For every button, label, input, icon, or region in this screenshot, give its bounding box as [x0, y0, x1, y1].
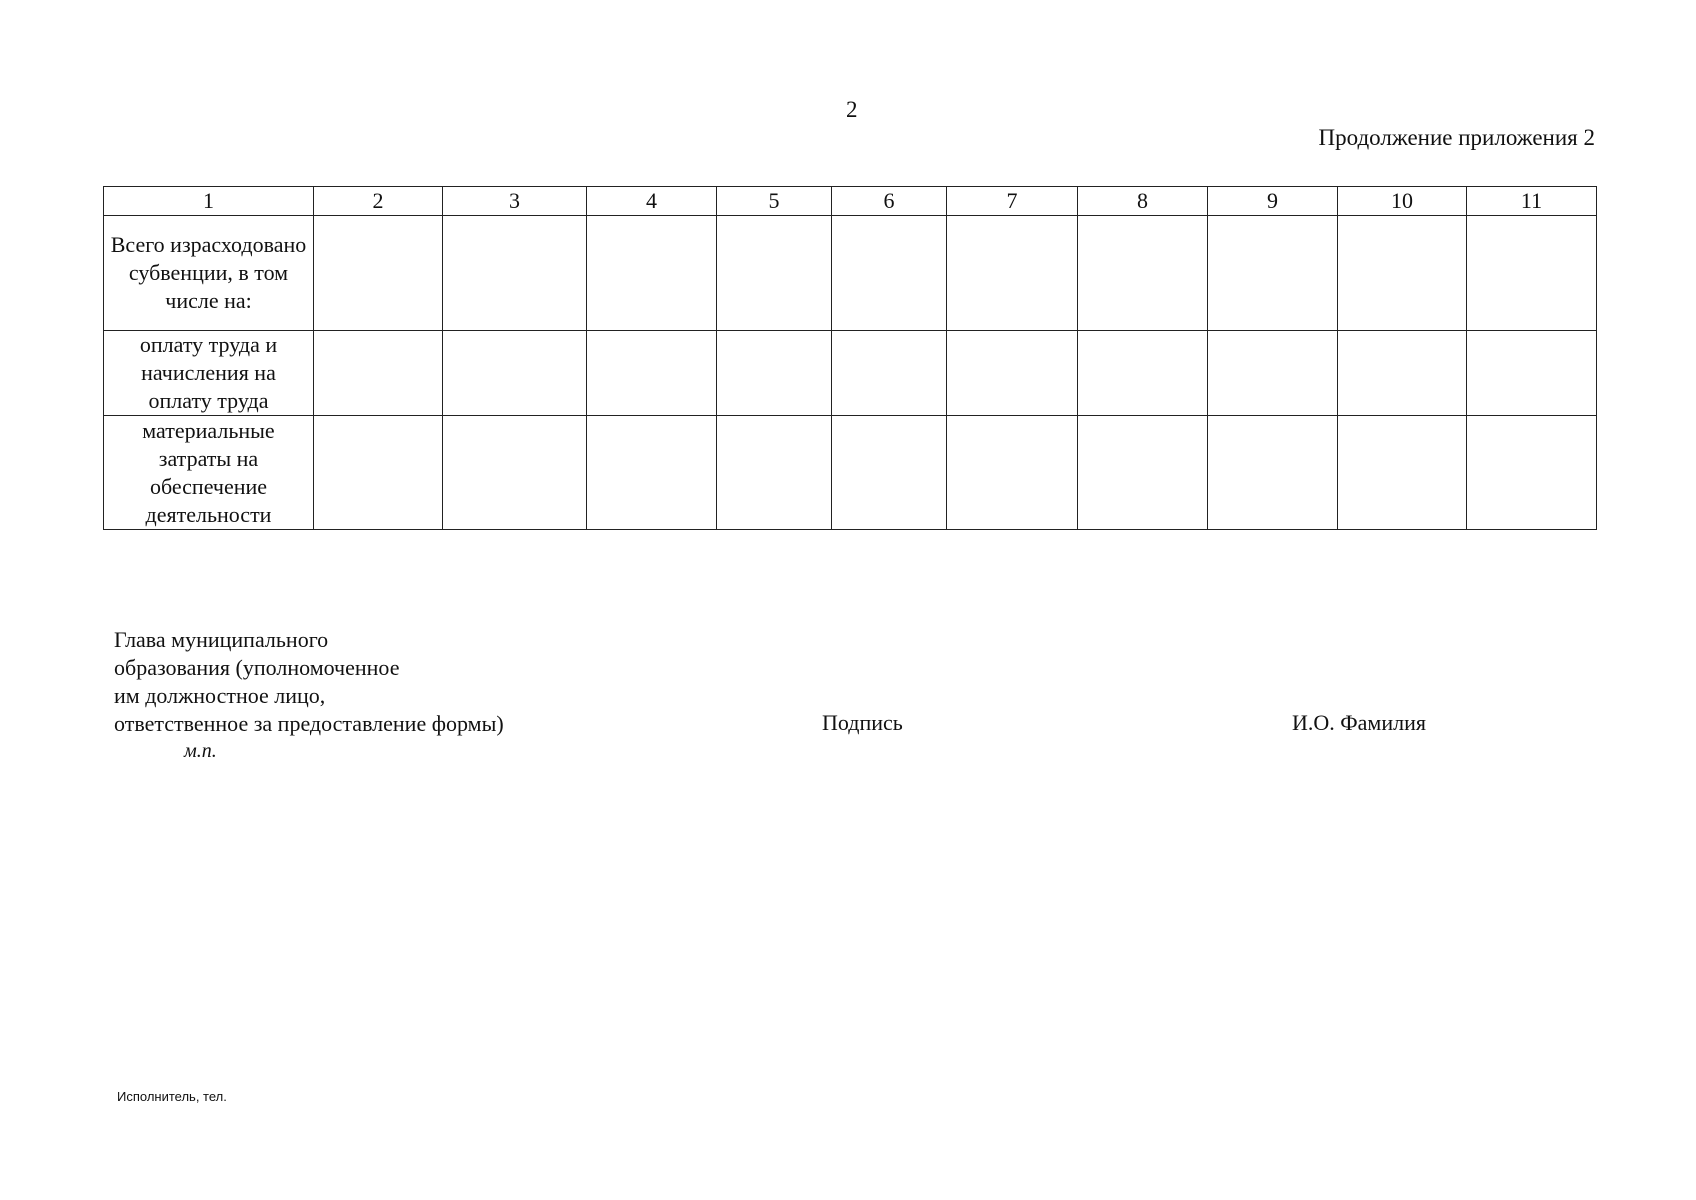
official-title-line: Глава муниципального — [114, 627, 329, 652]
table-cell — [314, 416, 443, 530]
column-number: 4 — [587, 187, 717, 216]
name-label: И.О. Фамилия — [1292, 710, 1426, 735]
page-number: 2 — [846, 97, 858, 122]
table-cell — [717, 216, 832, 331]
table-cell — [587, 331, 717, 416]
row-label-text: материальные затраты на обеспечение деятельности — [142, 417, 275, 527]
official-title-block — [114, 626, 504, 738]
column-number: 1 — [104, 187, 314, 216]
table-cell — [832, 216, 947, 331]
table-cell — [1338, 416, 1467, 530]
table-cell — [832, 331, 947, 416]
column-number: 5 — [717, 187, 832, 216]
table-cell — [947, 216, 1078, 331]
row-label — [104, 416, 314, 530]
column-number: 3 — [443, 187, 587, 216]
row-label — [104, 216, 314, 331]
table-cell — [443, 416, 587, 530]
column-number: 10 — [1338, 187, 1467, 216]
table-cell — [1208, 216, 1338, 331]
table-row — [104, 216, 1597, 331]
table-cell — [1467, 216, 1597, 331]
stamp-place-mark: м.п. — [184, 740, 217, 762]
signature-label: Подпись — [822, 710, 903, 735]
row-label — [104, 331, 314, 416]
column-number: 8 — [1078, 187, 1208, 216]
column-number: 11 — [1467, 187, 1597, 216]
table-cell — [1078, 416, 1208, 530]
table-cell — [587, 216, 717, 331]
table-row — [104, 416, 1597, 530]
row-label-text: оплату труда и начисления на оплату труда — [139, 332, 278, 413]
table-cell — [1467, 416, 1597, 530]
table-cell — [947, 416, 1078, 530]
table-cell — [832, 416, 947, 530]
table-cell — [1338, 216, 1467, 331]
table-cell — [1208, 331, 1338, 416]
column-number: 2 — [314, 187, 443, 216]
table-row — [104, 331, 1597, 416]
appendix-continuation: Продолжение приложения 2 — [1318, 125, 1595, 150]
table-cell — [1078, 216, 1208, 331]
row-label-text: Всего израсходовано субвенции, в том числе на: — [110, 232, 307, 313]
official-title-line: образования (уполномоченное — [114, 655, 400, 680]
table-cell — [314, 216, 443, 331]
table-cell — [717, 416, 832, 530]
table-cell — [717, 331, 832, 416]
table-cell — [443, 216, 587, 331]
table-header-row — [104, 187, 1597, 216]
column-number: 9 — [1208, 187, 1338, 216]
table-cell — [947, 331, 1078, 416]
table-cell — [443, 331, 587, 416]
official-title-line: им должностное лицо, — [114, 683, 326, 708]
table-cell — [1338, 331, 1467, 416]
table-cell — [1078, 331, 1208, 416]
table-cell — [587, 416, 717, 530]
official-title-line: ответственное за предоставление формы) — [114, 711, 504, 736]
executor-contact: Исполнитель, тел. — [117, 1089, 227, 1104]
expenditure-table — [103, 186, 1597, 530]
column-number: 6 — [832, 187, 947, 216]
column-number: 7 — [947, 187, 1078, 216]
table-cell — [314, 331, 443, 416]
table-cell — [1467, 331, 1597, 416]
table-cell — [1208, 416, 1338, 530]
